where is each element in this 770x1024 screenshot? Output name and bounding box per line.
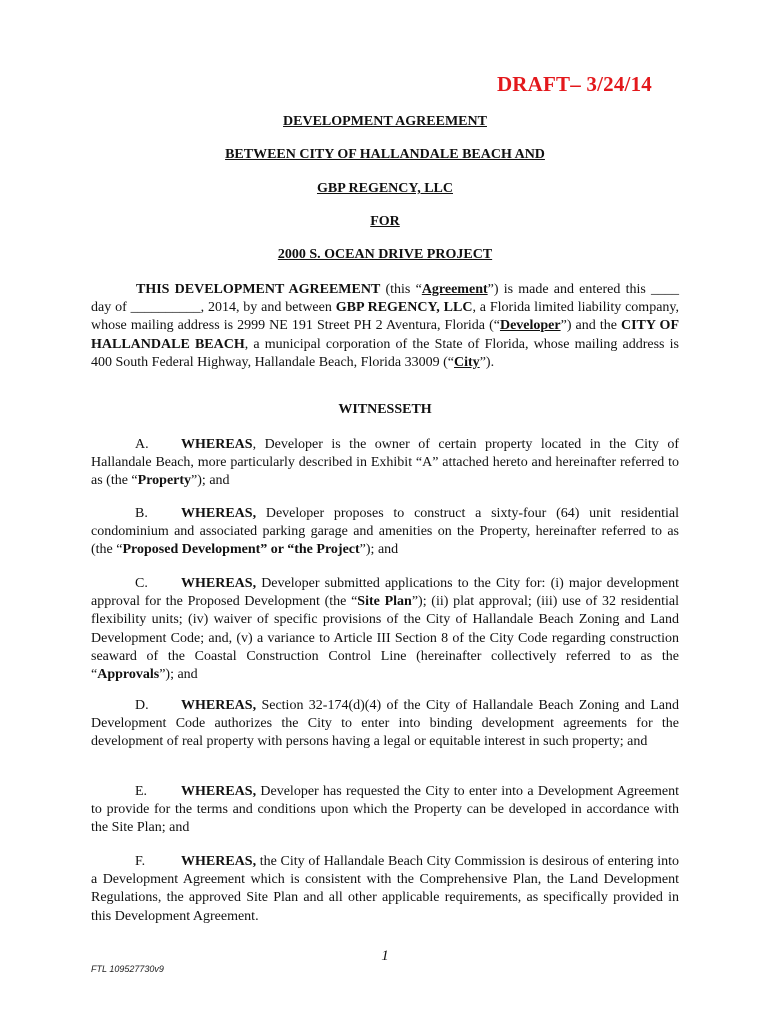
intro-text: , a Florida limited liability company, whose mailing address is 2999 NE 191 Street PH 2 Aventura, Florida (“ bbox=[91, 300, 680, 334]
defined-term: Approvals bbox=[97, 667, 160, 683]
whereas-label: WHEREAS, bbox=[181, 506, 257, 521]
clause-text: Developer has requested the City to enter into a Development Agreement to provide for the terms and conditions upon which the Property can be developed in accordance with the Site Plan; and bbox=[91, 784, 679, 836]
clause-text: Developer proposes to construct a sixty-four (64) unit residential condominium and associated parking garage and amenities on the Property, hereinafter referred to as (the “ bbox=[91, 506, 679, 558]
defined-term: Site Plan bbox=[357, 594, 412, 610]
clause-letter: B. bbox=[135, 506, 148, 521]
clause-letter: F. bbox=[135, 854, 146, 869]
intro-text: ”) and the bbox=[560, 318, 621, 334]
term-agreement: Agreement bbox=[421, 282, 488, 297]
clause-e bbox=[91, 783, 679, 838]
whereas-label: WHEREAS, bbox=[181, 784, 257, 799]
intro-text: , a municipal corporation of the State of Florida, whose mailing address is 400 South Federal Highway, Hallandale Beach, Florida 33009 (“ bbox=[91, 336, 679, 370]
title-line-3: GBP REGENCY, LLC bbox=[316, 181, 453, 196]
intro-text: ”) is made and entered this ____ day of __________, 2014, by and between bbox=[91, 282, 679, 316]
developer-name: GBP REGENCY, LLC bbox=[335, 300, 473, 316]
whereas-label: WHEREAS bbox=[181, 437, 253, 452]
whereas-label: WHEREAS, bbox=[181, 576, 257, 591]
intro-lead: THIS DEVELOPMENT AGREEMENT bbox=[136, 282, 381, 297]
clause-text: Section 32-174(d)(4) of the City of Hallandale Beach Zoning and Land Development Code authorizes the City to enter into binding development agreements for the development of real property with persons having a legal or equitable interest in such property; and bbox=[91, 698, 679, 750]
clause-text: ”); and bbox=[191, 473, 230, 489]
clause-text: ”); and bbox=[359, 542, 399, 558]
clause-text: the City of Hallandale Beach City Commission is desirous of entering into a Development Agreement which is consistent with the Comprehensive Plan, the Land Development Regulations, the approved Site Plan and all other applicable requirements, as specifically provided in this Development Agreement. bbox=[91, 854, 679, 924]
clause-letter: A. bbox=[135, 437, 149, 452]
clause-b bbox=[91, 505, 679, 560]
title-line-4: FOR bbox=[370, 214, 400, 229]
whereas-label: WHEREAS, bbox=[181, 698, 257, 713]
clause-d bbox=[91, 697, 679, 752]
clause-letter: D. bbox=[135, 698, 149, 713]
title-line-1: DEVELOPMENT AGREEMENT bbox=[283, 114, 487, 129]
clause-text: ”); (ii) plat approval; (iii) use of 32 residential flexibility units; (iv) waiver of specific provisions of the City of Hallandale Beach Zoning and Land Development Code; and, (v) a variance to Article III Section 8 of the City Code regarding construction seaward of the Coastal Construction Control Line (hereinafter collectively referred to as the “ bbox=[91, 594, 680, 683]
document-id-footer: FTL 109527730v9 bbox=[91, 964, 164, 974]
defined-term: Proposed Development” or “the Project bbox=[122, 542, 360, 558]
clause-text: , Developer is the owner of certain property located in the City of Hallandale Beach, more particularly described in Exhibit “A” attached hereto and hereinafter referred to as (the “ bbox=[91, 437, 679, 489]
city-name: CITY OF HALLANDALE BEACH bbox=[91, 318, 679, 352]
page-number: 1 bbox=[381, 948, 389, 964]
draft-stamp: DRAFT– 3/24/14 bbox=[496, 72, 652, 96]
clause-f bbox=[91, 853, 679, 926]
clause-text: Developer submitted applications to the City for: (i) major development approval for the Proposed Development (the “ bbox=[91, 576, 679, 610]
defined-term: Property bbox=[137, 473, 192, 489]
intro-paragraph bbox=[91, 281, 679, 372]
clause-text: ”); and bbox=[159, 667, 198, 683]
clause-letter: E. bbox=[135, 784, 148, 799]
clause-c bbox=[91, 575, 679, 684]
clause-letter: C. bbox=[135, 576, 148, 591]
whereas-label: WHEREAS, bbox=[181, 854, 257, 869]
title-line-2: BETWEEN CITY OF HALLANDALE BEACH AND bbox=[225, 147, 545, 162]
intro-text: ”). bbox=[479, 354, 495, 370]
term-developer: Developer bbox=[499, 318, 561, 334]
intro-text: (this “ bbox=[380, 282, 422, 297]
term-city: City bbox=[454, 354, 480, 370]
clause-a bbox=[91, 436, 679, 491]
title-line-5: 2000 S. OCEAN DRIVE PROJECT bbox=[277, 247, 493, 262]
witnesseth-heading: WITNESSETH bbox=[338, 402, 432, 417]
